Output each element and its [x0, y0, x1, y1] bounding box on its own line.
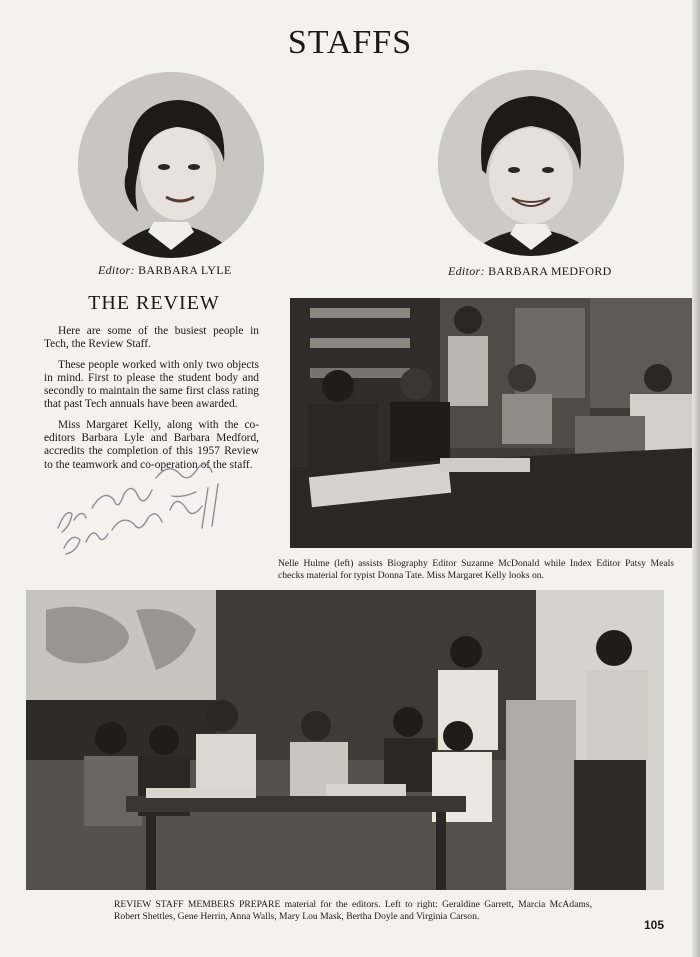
editor-caption-right: [448, 264, 612, 279]
editor-role-label: Editor:: [448, 264, 485, 278]
section-heading: THE REVIEW: [88, 292, 220, 314]
editor-portrait-left: [78, 72, 264, 258]
editor-name: BARBARA MEDFORD: [488, 264, 612, 278]
review-staff-photo-top: [290, 298, 692, 548]
editor-portrait-right: [438, 70, 624, 256]
portrait-photo-right: [438, 70, 624, 256]
page-number: 105: [643, 918, 664, 932]
photo-caption-top: Nelle Hulme (left) assists Biography Editor Suzanne McDonald while Index Editor Patsy Meals checks material for typist Donna Tate. Miss Margaret Kelly looks on.: [278, 558, 674, 581]
body-paragraph: Miss Margaret Kelly, along with the co-editors Barbara Lyle and Barbara Medford, accredits the completion of this 1957 Review to the teamwork and co-operation of the staff.: [44, 418, 259, 471]
photo-image-top: [290, 298, 692, 548]
editor-caption-left: [98, 263, 232, 278]
page-edge: [692, 0, 700, 957]
editor-name: BARBARA LYLE: [138, 263, 232, 277]
section-body: [44, 325, 259, 479]
photo-caption-bottom: REVIEW STAFF MEMBERS PREPARE material for the editors. Left to right: Geraldine Garrett, Marcia McAdams, Robert Shettles, Gene Herrin, Anna Walls, Mary Lou Mask, Bertha Doyle and Virginia Carson.: [114, 899, 592, 922]
body-paragraph: Here are some of the busiest people in Tech, the Review Staff.: [44, 325, 259, 351]
photo-image-bottom: [26, 590, 664, 890]
editor-role-label: Editor:: [98, 263, 135, 277]
body-paragraph: These people worked with only two objects in mind. First to please the student body and secondly to maintain the same first class rating that past Tech annuals have been awarded.: [44, 358, 259, 411]
page-title: STAFFS: [287, 24, 413, 61]
portrait-photo-left: [78, 72, 264, 258]
review-staff-photo-bottom: [26, 590, 664, 890]
